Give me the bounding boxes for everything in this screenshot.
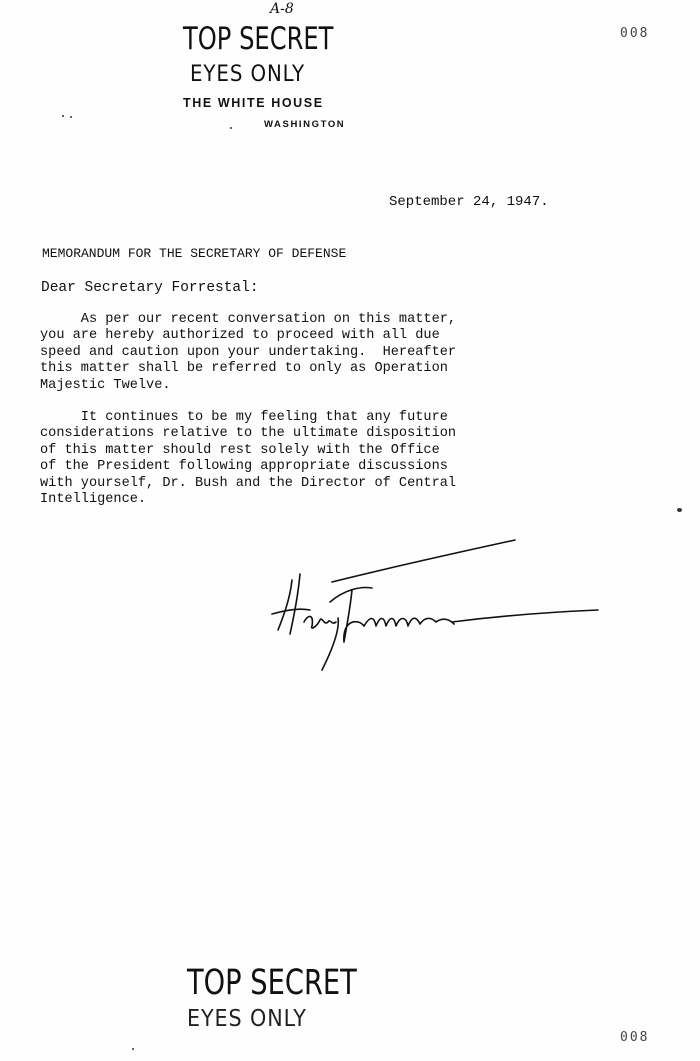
scan-speck — [132, 1048, 134, 1050]
eyes-only-stamp: EYES ONLY — [190, 62, 305, 87]
page-number: 008 — [620, 26, 650, 41]
signature-image — [260, 530, 605, 675]
scan-speck — [677, 508, 682, 512]
scan-speck — [70, 116, 72, 118]
scan-speck — [230, 127, 232, 129]
salutation: Dear Secretary Forrestal: — [41, 280, 259, 296]
memo-date: September 24, 1947. — [389, 194, 549, 210]
scan-speck — [62, 115, 64, 117]
letterhead-city: WASHINGTON — [264, 119, 346, 130]
top-secret-stamp-footer: TOP SECRET — [187, 963, 357, 1003]
body-paragraph-1: As per our recent conversation on this matter, you are hereby authorized to proceed with all due speed and caution upon your undertaking. Hereafter this matter shall be referred to only as Operation Majestic Twelve. — [40, 312, 457, 393]
top-secret-stamp: TOP SECRET — [183, 21, 334, 57]
memo-addressee: MEMORANDUM FOR THE SECRETARY OF DEFENSE — [42, 246, 347, 261]
page-number-footer: 008 — [620, 1030, 650, 1045]
body-paragraph-2: It continues to be my feeling that any future considerations relative to the ultimate disposition of this matter should rest solely with the Office of the President following appropriate discussions with yourself, Dr. Bush and the Director of Central Intelligence. — [40, 410, 457, 508]
letterhead-org: THE WHITE HOUSE — [183, 96, 324, 110]
eyes-only-stamp-footer: EYES ONLY — [187, 1006, 307, 1032]
handwritten-note: A-8 — [270, 1, 294, 17]
